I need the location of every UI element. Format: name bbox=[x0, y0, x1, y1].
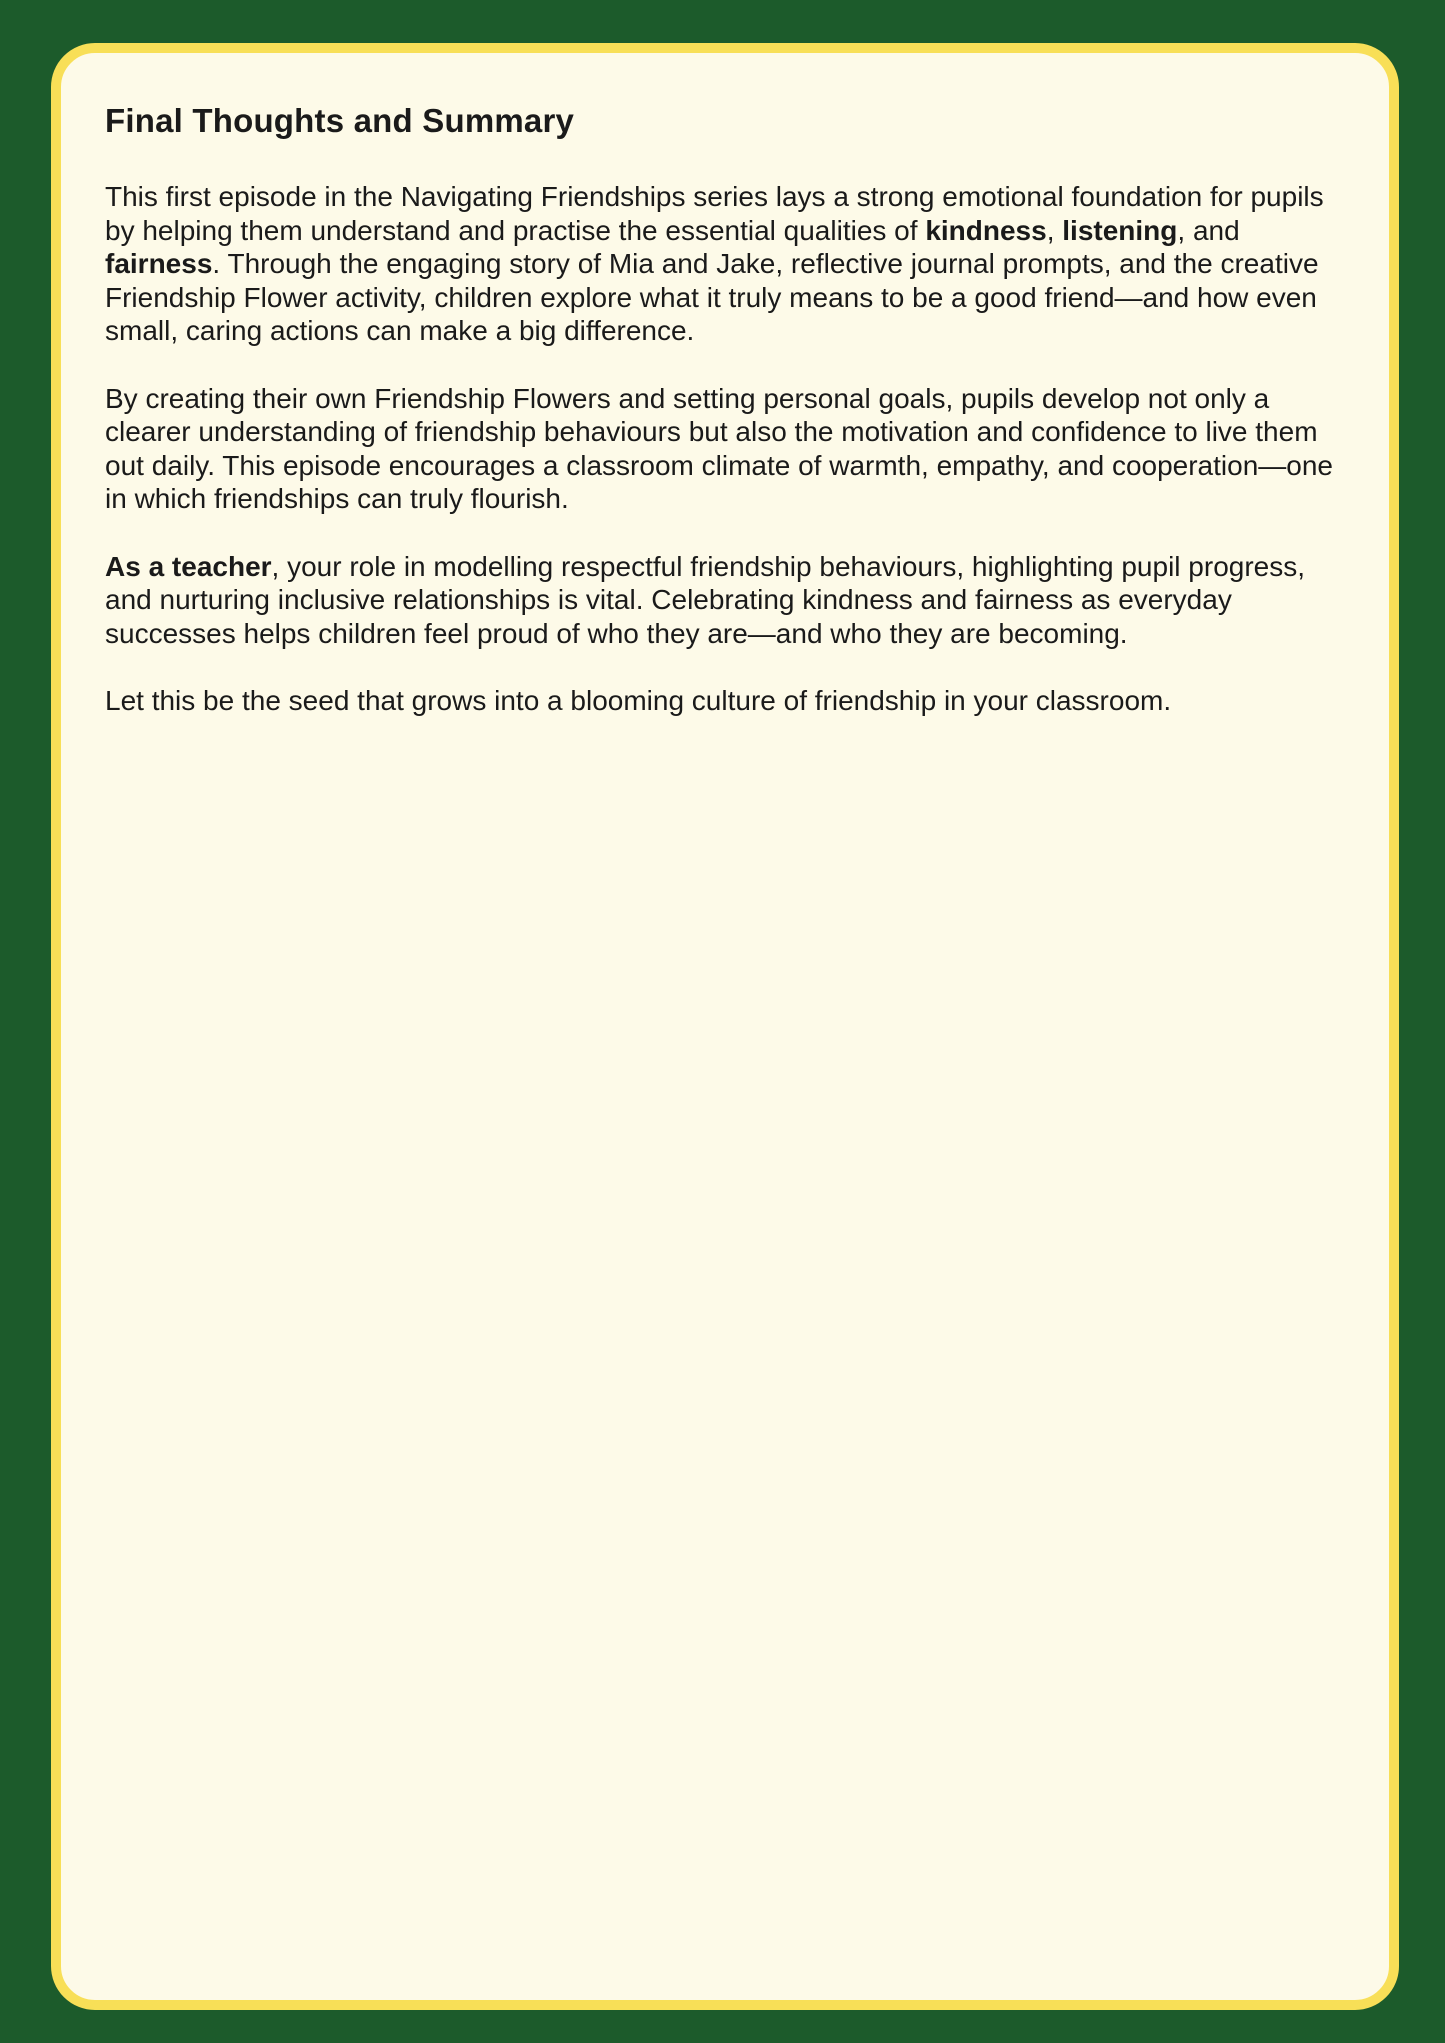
page-title: Final Thoughts and Summary bbox=[105, 102, 575, 139]
paragraph-closing: Let this be the seed that grows into a blooming culture of friendship in your classroom. bbox=[105, 685, 1172, 716]
paragraph-teacher-role bbox=[105, 550, 1350, 651]
keyword-listening: listening bbox=[1062, 214, 1178, 246]
paragraph-teacher-rest: , your role in modelling respectful friendship behaviours, highlighting pupil progress, and nurturing inclusive relationships is vital. Celebrating kindness and fairness as everyday successes helps children feel proud of who they are—and who they are becoming. bbox=[105, 550, 1306, 649]
summary-content bbox=[105, 98, 1350, 752]
paragraph-intro-rest: . Through the engaging story of Mia and Jake, reflective journal prompts, and the creative Friendship Flower activity, children explore what it truly means to be a good friend—and how even small, caring actions can make a big difference. bbox=[105, 248, 1319, 346]
separator-1: , bbox=[1046, 214, 1063, 246]
paragraph-friendship-flowers: By creating their own Friendship Flowers and setting personal goals, pupils develop not only a clearer understanding of friendship behaviours but also the motivation and confidence to live them out daily. This episode encourages a classroom climate of warmth, empathy, and cooperation—one in which friendships can truly flourish. bbox=[105, 382, 1333, 514]
teacher-emphasis: As a teacher bbox=[105, 550, 272, 582]
keyword-kindness: kindness bbox=[925, 214, 1047, 246]
keyword-fairness: fairness bbox=[105, 248, 213, 279]
paragraph-intro bbox=[105, 180, 1350, 348]
separator-2: , and bbox=[1177, 214, 1240, 246]
paragraph-intro-text: This first episode in the Navigating Friendships series lays a strong emotional foundation for pupils by helping them understand and practise the essential qualities of bbox=[105, 181, 1324, 246]
